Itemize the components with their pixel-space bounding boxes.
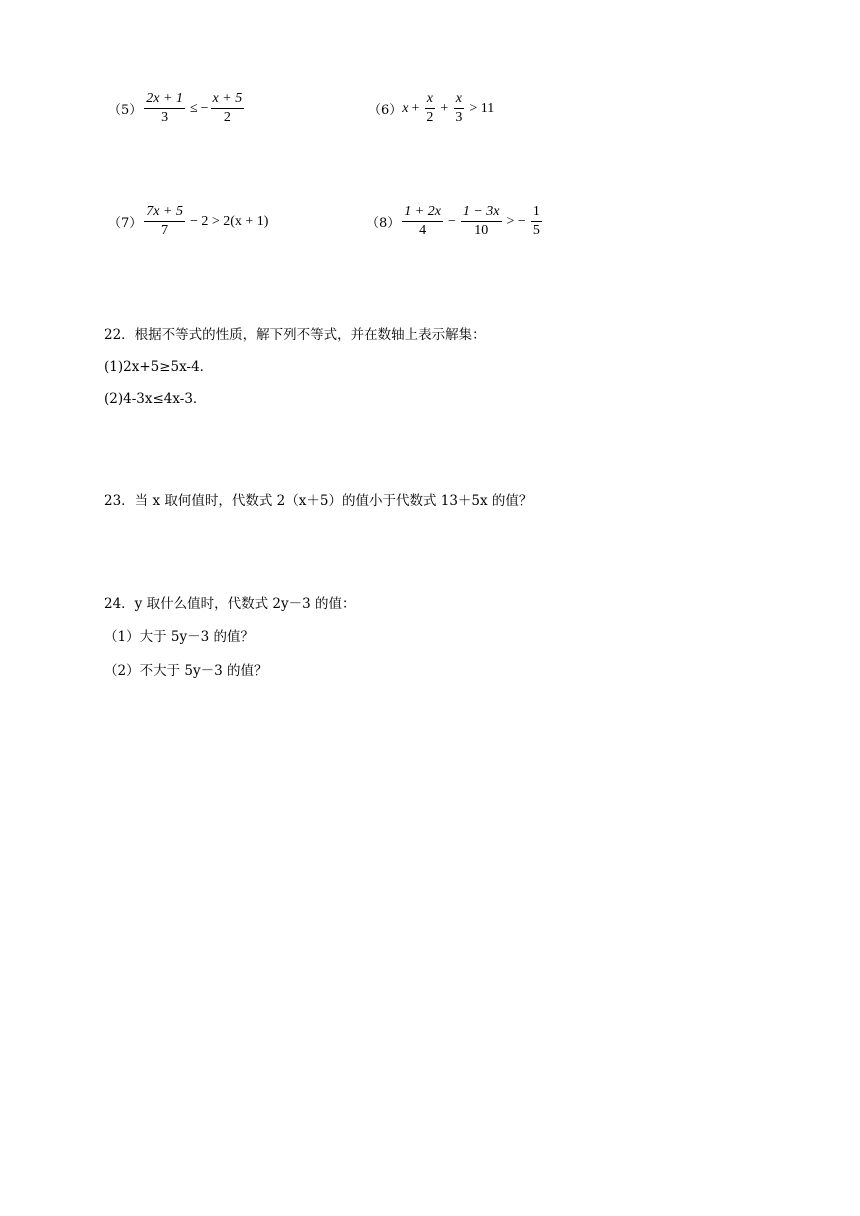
problem-8-fraction-2 [461, 203, 502, 240]
relation-symbol: ≤ [189, 100, 198, 116]
question-22-item-2: (2)4-3x≤4x-3． [104, 391, 207, 407]
fraction-denominator: 3 [455, 110, 463, 125]
minus-sign: − [200, 100, 209, 116]
inequality-rest: − 2 > 2(x + 1) [189, 213, 269, 229]
fraction-numerator: x [454, 90, 464, 109]
fraction-numerator: 1 [531, 203, 542, 222]
problem-6 [368, 90, 497, 127]
problem-8-fraction-3 [531, 203, 542, 240]
problem-5-rhs-fraction [211, 90, 245, 127]
plus-sign: + [440, 100, 449, 116]
minus-sign: − [447, 213, 456, 229]
fraction-denominator: 3 [161, 110, 169, 125]
question-23-stem: 23．当 x 取何值时，代数式 2（x＋5）的值小于代数式 13＋5x 的值？ [104, 493, 533, 509]
fraction-denominator: 7 [161, 223, 169, 238]
fraction-numerator: x [425, 90, 435, 109]
fraction-numerator: 1 + 2x [402, 203, 443, 222]
question-24-item-1: （1）大于 5y－3 的值？ [104, 629, 254, 645]
problem-5-label: （5） [108, 103, 143, 118]
problem-7 [108, 203, 271, 240]
problem-8 [366, 203, 544, 240]
problem-7-label: （7） [108, 216, 143, 231]
fraction-denominator: 10 [474, 223, 489, 238]
question-24-stem: 24．y 取什么值时，代数式 2y－3 的值： [104, 596, 356, 612]
fraction-numerator: 1 − 3x [461, 203, 502, 222]
question-22-item-1: (1)2x+5≥5x-4． [104, 359, 214, 375]
question-22-stem: 22．根据不等式的性质，解下列不等式，并在数轴上表示解集： [104, 327, 486, 343]
problem-6-label: （6） [368, 103, 403, 118]
problem-6-fraction-2 [453, 90, 464, 127]
question-24-item-2: （2）不大于 5y－3 的值？ [104, 663, 268, 679]
variable-x: x [402, 100, 409, 116]
fraction-denominator: 2 [426, 110, 434, 125]
problem-6-fraction-1 [424, 90, 435, 127]
relation-expression: > 11 [469, 100, 495, 116]
plus-sign: + [411, 100, 420, 116]
problem-7-fraction [144, 203, 185, 240]
fraction-numerator: 2x + 1 [144, 90, 185, 109]
fraction-numerator: 7x + 5 [144, 203, 185, 222]
fraction-denominator: 5 [532, 223, 540, 238]
problem-5 [108, 90, 246, 127]
fraction-denominator: 4 [419, 223, 427, 238]
fraction-numerator: x + 5 [211, 90, 245, 109]
problem-8-fraction-1 [402, 203, 443, 240]
relation-symbol: > − [506, 213, 526, 229]
fraction-denominator: 2 [223, 110, 231, 125]
problem-5-lhs-fraction [144, 90, 185, 127]
problem-8-label: （8） [366, 216, 401, 231]
